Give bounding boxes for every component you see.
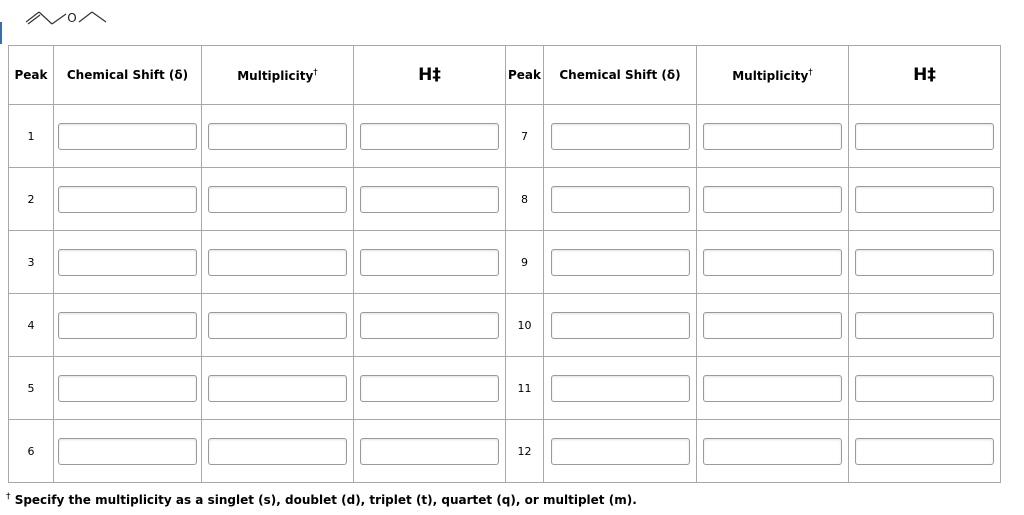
chemical-shift-cell: [54, 420, 202, 483]
double-dagger-mark: ‡: [432, 65, 441, 85]
footnote-dagger: †: [6, 492, 11, 502]
header-row: [9, 46, 1001, 105]
chemical-shift-cell: [544, 294, 697, 357]
multiplicity-cell: [697, 105, 849, 168]
peak-number-left: 1: [9, 105, 54, 168]
left-edge-marker: [0, 22, 2, 44]
peak-header-right: Peak: [506, 46, 544, 105]
multiplicity-input[interactable]: [208, 186, 347, 213]
h-header-right: [849, 46, 1001, 105]
chemical-shift-cell: [544, 168, 697, 231]
peak-number-left: 5: [9, 357, 54, 420]
double-dagger-mark: ‡: [927, 65, 936, 85]
chemical-shift-input[interactable]: [58, 375, 197, 402]
chemical-shift-input[interactable]: [551, 312, 690, 339]
chemical-shift-input[interactable]: [551, 375, 690, 402]
h-header-label: H: [913, 65, 928, 85]
multiplicity-input[interactable]: [208, 123, 347, 150]
peak-row: [9, 357, 1001, 420]
multiplicity-cell: [697, 231, 849, 294]
h-count-input[interactable]: [855, 375, 994, 402]
oxygen-label: O: [67, 11, 77, 25]
multiplicity-header-label: Multiplicity: [732, 68, 809, 83]
chemical-shift-cell: [544, 420, 697, 483]
multiplicity-cell: [697, 294, 849, 357]
chemical-shift-input[interactable]: [58, 123, 197, 150]
multiplicity-header-right: [697, 46, 849, 105]
peak-number-left: 4: [9, 294, 54, 357]
molecule-structure-image: [26, 2, 110, 30]
shift-header-left: Chemical Shift (δ): [54, 46, 202, 105]
multiplicity-input[interactable]: [208, 375, 347, 402]
h-header-left: [354, 46, 506, 105]
multiplicity-input[interactable]: [703, 123, 842, 150]
multiplicity-input[interactable]: [208, 312, 347, 339]
multiplicity-header-left: [202, 46, 354, 105]
peak-number-left: 2: [9, 168, 54, 231]
chemical-shift-input[interactable]: [551, 186, 690, 213]
chemical-shift-input[interactable]: [551, 438, 690, 465]
chemical-shift-cell: [544, 105, 697, 168]
multiplicity-input[interactable]: [703, 375, 842, 402]
chemical-shift-cell: [54, 357, 202, 420]
h-count-cell: [354, 168, 506, 231]
peak-number-right: 10: [506, 294, 544, 357]
chemical-shift-input[interactable]: [551, 123, 690, 150]
multiplicity-input[interactable]: [703, 249, 842, 276]
multiplicity-cell: [202, 231, 354, 294]
multiplicity-input[interactable]: [703, 312, 842, 339]
multiplicity-cell: [202, 105, 354, 168]
chemical-shift-cell: [54, 231, 202, 294]
h-count-cell: [354, 357, 506, 420]
multiplicity-cell: [697, 168, 849, 231]
shift-header-right: Chemical Shift (δ): [544, 46, 697, 105]
dagger-mark: †: [808, 67, 813, 78]
h-count-cell: [354, 294, 506, 357]
chemical-shift-input[interactable]: [58, 186, 197, 213]
h-count-input[interactable]: [855, 123, 994, 150]
h-count-input[interactable]: [855, 249, 994, 276]
multiplicity-cell: [697, 357, 849, 420]
peak-number-left: 3: [9, 231, 54, 294]
peak-number-right: 11: [506, 357, 544, 420]
h-header-label: H: [418, 65, 433, 85]
h-count-cell: [849, 168, 1001, 231]
h-count-input[interactable]: [360, 312, 499, 339]
chemical-shift-input[interactable]: [58, 249, 197, 276]
chemical-shift-cell: [54, 294, 202, 357]
h-count-cell: [849, 105, 1001, 168]
chemical-shift-cell: [544, 357, 697, 420]
peak-header-left: Peak: [9, 46, 54, 105]
chemical-shift-input[interactable]: [58, 312, 197, 339]
multiplicity-cell: [697, 420, 849, 483]
peak-row: [9, 105, 1001, 168]
dagger-mark: †: [313, 67, 318, 78]
h-count-input[interactable]: [360, 123, 499, 150]
h-count-cell: [354, 231, 506, 294]
chemical-shift-cell: [54, 168, 202, 231]
h-count-input[interactable]: [855, 312, 994, 339]
h-count-cell: [849, 357, 1001, 420]
h-count-cell: [354, 105, 506, 168]
multiplicity-input[interactable]: [208, 249, 347, 276]
multiplicity-cell: [202, 168, 354, 231]
h-count-input[interactable]: [360, 186, 499, 213]
multiplicity-cell: [202, 420, 354, 483]
multiplicity-input[interactable]: [703, 438, 842, 465]
peak-row: [9, 420, 1001, 483]
h-count-cell: [354, 420, 506, 483]
h-count-cell: [849, 420, 1001, 483]
multiplicity-cell: [202, 357, 354, 420]
peak-number-right: 9: [506, 231, 544, 294]
h-count-input[interactable]: [855, 186, 994, 213]
chemical-shift-input[interactable]: [551, 249, 690, 276]
h-count-input[interactable]: [360, 438, 499, 465]
peak-row: [9, 168, 1001, 231]
h-count-input[interactable]: [360, 249, 499, 276]
multiplicity-input[interactable]: [703, 186, 842, 213]
chemical-shift-cell: [544, 231, 697, 294]
nmr-table: [8, 45, 1001, 483]
peak-number-right: 12: [506, 420, 544, 483]
footnote: [6, 492, 637, 507]
multiplicity-header-label: Multiplicity: [237, 68, 314, 83]
chemical-shift-input[interactable]: [58, 438, 197, 465]
peak-row: [9, 231, 1001, 294]
h-count-input[interactable]: [360, 375, 499, 402]
h-count-cell: [849, 294, 1001, 357]
chemical-shift-cell: [54, 105, 202, 168]
h-count-input[interactable]: [855, 438, 994, 465]
peak-number-right: 7: [506, 105, 544, 168]
h-count-cell: [849, 231, 1001, 294]
peak-row: [9, 294, 1001, 357]
multiplicity-cell: [202, 294, 354, 357]
footnote-text: Specify the multiplicity as a singlet (s), doublet (d), triplet (t), quartet (q), or multiplet (m).: [14, 493, 637, 507]
multiplicity-input[interactable]: [208, 438, 347, 465]
peak-number-left: 6: [9, 420, 54, 483]
peak-number-right: 8: [506, 168, 544, 231]
